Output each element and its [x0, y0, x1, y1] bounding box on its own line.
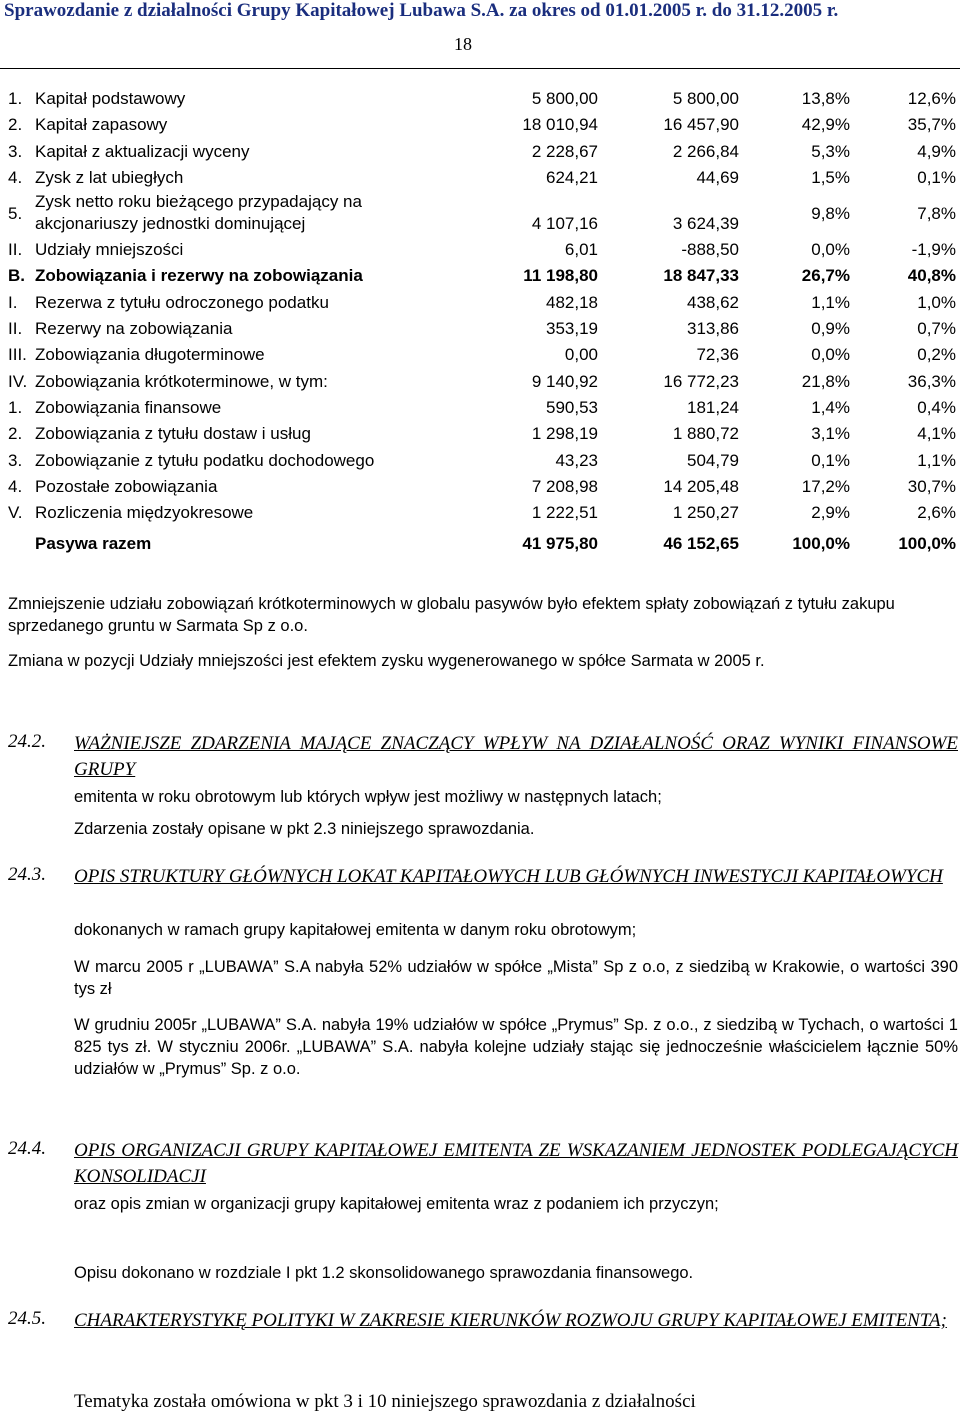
table-row — [0, 316, 960, 342]
value-2005: 2 266,84 — [672, 141, 739, 161]
share-2004: 3,1% — [811, 424, 850, 444]
table-row — [0, 263, 960, 289]
table-row — [0, 500, 960, 526]
share-2005: 4,1% — [917, 424, 956, 444]
note-paragraph: Zmiana w pozycji Udziały mniejszości jest efektem zysku wygenerowanego w spółce Sarmata w 2005 r. — [8, 652, 765, 670]
row-label — [35, 191, 362, 235]
row-label: Zobowiązania z tytułu dostaw i usług — [35, 424, 311, 444]
row-number: I. — [8, 292, 18, 312]
section-title-text: OPIS ORGANIZACJI GRUPY KAPITAŁOWEJ EMITENTA ZE WSKAZANIEM JEDNOSTEK PODLEGAJĄCYCH KONSOLIDACJI — [74, 1140, 958, 1187]
row-number: 2. — [8, 424, 23, 444]
section-text: Zdarzenia zostały opisane w pkt 2.3 niniejszego sprawozdania. — [74, 820, 535, 838]
share-2005: 12,6% — [907, 89, 956, 108]
share-2005: 35,7% — [907, 115, 956, 135]
row-number: 1. — [8, 89, 23, 108]
page-number: 18 — [454, 34, 472, 54]
share-2005: 100,0% — [898, 534, 956, 554]
row-label: Rozliczenia międzyokresowe — [35, 503, 254, 523]
row-label-line-2: akcjonariuszy jednostki dominującej — [35, 214, 306, 234]
section-number: 24.4. — [8, 1138, 46, 1159]
value-2004: 0,00 — [564, 345, 598, 365]
share-2005: 0,1% — [917, 167, 956, 187]
share-2005: 1,0% — [917, 292, 956, 312]
section-title — [74, 1308, 958, 1334]
section-subtitle: emitenta w roku obrotowym lub których wpływ jest możliwy w następnych latach; — [74, 788, 662, 806]
share-2004: 42,9% — [801, 115, 850, 135]
table-row — [0, 342, 960, 368]
row-number: II. — [8, 240, 23, 260]
value-2004: 5 800,00 — [531, 89, 598, 108]
section-text: W grudniu 2005r „LUBAWA” S.A. nabyła 19% udziałów w spółce „Prymus” Sp. z o.o., z siedzibą w Tychach, o wartości 1 825 tys zł. W styczniu 2006r. „LUBAWA” S.A. nabyła kolejne udziały stając się jednocześnie właścicielem łącznie 50% udziałów w „Prymus” Sp. z o.o. — [74, 1016, 958, 1078]
value-2005: 438,62 — [687, 292, 739, 312]
value-2005: 46 152,65 — [663, 534, 739, 554]
table-row — [0, 112, 960, 138]
value-2004: 4 107,16 — [531, 214, 598, 234]
section-text: W marcu 2005 r „LUBAWA” S.A nabyła 52% udziałów w spółce „Mista” Sp z o.o, z siedzibą w Krakowie, o wartości 390 tys zł — [74, 958, 958, 998]
share-2004: 13,8% — [801, 89, 850, 108]
section-title — [74, 864, 958, 890]
table-row — [0, 191, 960, 237]
table-row — [0, 421, 960, 447]
share-2005: 0,7% — [917, 319, 956, 339]
share-2004: 26,7% — [801, 266, 850, 286]
value-2004: 41 975,80 — [522, 534, 598, 554]
share-2004: 1,4% — [811, 397, 850, 417]
section-number: 24.5. — [8, 1308, 46, 1329]
value-2005: 5 800,00 — [672, 89, 739, 108]
table-row — [0, 369, 960, 395]
value-2004: 11 198,80 — [523, 266, 598, 286]
value-2005: 313,86 — [687, 319, 739, 339]
section-title — [74, 731, 958, 783]
row-label: Zysk z lat ubiegłych — [35, 167, 184, 187]
section-title-text: WAŻNIEJSZE ZDARZENIA MAJĄCE ZNACZĄCY WPŁYW NA DZIAŁALNOŚĆ ORAZ WYNIKI FINANSOWE GRUPY — [74, 733, 958, 780]
row-number: 2. — [8, 115, 23, 135]
row-number: 4. — [8, 476, 23, 496]
share-2004: 0,0% — [811, 345, 850, 365]
section-subtitle: dokonanych w ramach grupy kapitałowej emitenta w danym roku obrotowym; — [74, 921, 637, 939]
row-label: Kapitał z aktualizacji wyceny — [35, 141, 250, 161]
row-label: Udziały mniejszości — [35, 240, 184, 260]
table-total-row — [0, 526, 960, 558]
row-label-line-1: Zysk netto roku bieżącego przypadający na — [35, 192, 362, 212]
row-number: 1. — [8, 397, 23, 417]
row-label: Kapitał podstawowy — [35, 89, 186, 108]
share-2005: 30,7% — [907, 476, 956, 496]
row-label: Rezerwy na zobowiązania — [35, 319, 233, 339]
balance-sheet-table — [0, 86, 960, 558]
row-number: II. — [8, 319, 23, 339]
table-row — [0, 448, 960, 474]
value-2005: 16 772,23 — [663, 371, 739, 391]
share-2004: 1,1% — [811, 292, 850, 312]
section-subtitle: oraz opis zmian w organizacji grupy kapitałowej emitenta wraz z podaniem ich przyczyn; — [74, 1195, 719, 1213]
value-2004: 7 208,98 — [531, 476, 598, 496]
share-2005: 40,8% — [907, 266, 956, 286]
share-2005: 1,1% — [917, 450, 956, 470]
row-number: B. — [8, 266, 25, 286]
share-2005: 36,3% — [907, 371, 956, 391]
row-number: III. — [8, 345, 27, 365]
table-row — [0, 139, 960, 165]
row-number: IV. — [8, 371, 28, 391]
section-title-text: CHARAKTERYSTYKĘ POLITYKI W ZAKRESIE KIERUNKÓW ROZWOJU GRUPY KAPITAŁOWEJ EMITENTA; — [74, 1310, 947, 1331]
section-title — [74, 1138, 958, 1190]
row-label: Pozostałe zobowiązania — [35, 476, 218, 496]
value-2004: 9 140,92 — [531, 371, 598, 391]
row-label: Pasywa razem — [35, 534, 152, 554]
value-2004: 18 010,94 — [522, 115, 598, 135]
table-row — [0, 86, 960, 112]
section-text: Opisu dokonano w rozdziale I pkt 1.2 skonsolidowanego sprawozdania finansowego. — [74, 1264, 694, 1282]
row-label: Zobowiązanie z tytułu podatku dochodowego — [35, 450, 375, 470]
share-2004: 1,5% — [811, 167, 850, 187]
share-2004: 2,9% — [811, 503, 850, 523]
value-2005: 14 205,48 — [663, 476, 739, 496]
note-paragraph: Zmniejszenie udziału zobowiązań krótkoterminowych w globalu pasywów było efektem spłaty zobowiązań z tytułu zakupu sprzedanego gruntu w Sarmata Sp z o.o. — [8, 595, 895, 635]
share-2005: 4,9% — [917, 141, 956, 161]
share-2005: 7,8% — [917, 204, 956, 224]
header-divider — [0, 68, 960, 69]
value-2005: 3 624,39 — [672, 214, 739, 234]
value-2004: 43,23 — [555, 450, 598, 470]
share-2005: -1,9% — [911, 240, 956, 260]
section-title-text: OPIS STRUKTURY GŁÓWNYCH LOKAT KAPITAŁOWYCH LUB GŁÓWNYCH INWESTYCJI KAPITAŁOWYCH — [74, 866, 943, 887]
value-2004: 1 222,51 — [531, 503, 598, 523]
table-row — [0, 395, 960, 421]
table-row — [0, 165, 960, 191]
row-number: 3. — [8, 141, 23, 161]
section-number: 24.2. — [8, 731, 46, 752]
value-2005: 1 880,72 — [672, 424, 739, 444]
share-2004: 9,8% — [811, 204, 850, 224]
value-2004: 6,01 — [564, 240, 598, 260]
value-2005: 18 847,33 — [663, 266, 739, 286]
share-2004: 5,3% — [811, 141, 850, 161]
row-number: 5. — [8, 204, 23, 224]
table-row — [0, 474, 960, 500]
row-number: V. — [8, 503, 23, 523]
row-number: 4. — [8, 167, 23, 187]
row-label: Zobowiązania finansowe — [35, 397, 222, 417]
share-2004: 100,0% — [792, 534, 850, 554]
value-2004: 353,19 — [546, 319, 598, 339]
value-2005: 504,79 — [687, 450, 739, 470]
row-label: Zobowiązania krótkoterminowe, w tym: — [35, 371, 328, 391]
share-2005: 0,2% — [917, 345, 956, 365]
value-2004: 482,18 — [546, 292, 598, 312]
share-2004: 21,8% — [801, 371, 850, 391]
value-2004: 624,21 — [546, 167, 598, 187]
value-2005: 72,36 — [696, 345, 739, 365]
value-2004: 1 298,19 — [531, 424, 598, 444]
document-header-title: Sprawozdanie z działalności Grupy Kapitałowej Lubawa S.A. za okres od 01.01.2005 r. do 31.12.2005 r. — [4, 0, 839, 21]
row-label: Rezerwa z tytułu odroczonego podatku — [35, 292, 329, 312]
value-2005: 44,69 — [696, 167, 739, 187]
section-text: Tematyka została omówiona w pkt 3 i 10 niniejszego sprawozdania z działalności — [74, 1391, 696, 1412]
share-2004: 0,9% — [811, 319, 850, 339]
value-2004: 590,53 — [546, 397, 598, 417]
row-label: Zobowiązania długoterminowe — [35, 345, 265, 365]
share-2005: 2,6% — [917, 503, 956, 523]
value-2005: 16 457,90 — [663, 115, 739, 135]
table-row — [0, 237, 960, 263]
share-2004: 0,1% — [811, 450, 850, 470]
share-2004: 17,2% — [801, 476, 850, 496]
value-2005: 181,24 — [687, 397, 739, 417]
value-2005: -888,50 — [681, 240, 739, 260]
share-2005: 0,4% — [917, 397, 956, 417]
table-row — [0, 290, 960, 316]
value-2004: 2 228,67 — [531, 141, 598, 161]
share-2004: 0,0% — [811, 240, 850, 260]
row-label: Zobowiązania i rezerwy na zobowiązania — [35, 266, 363, 286]
value-2005: 1 250,27 — [672, 503, 739, 523]
row-label: Kapitał zapasowy — [35, 115, 168, 135]
section-number: 24.3. — [8, 864, 46, 885]
row-number: 3. — [8, 450, 23, 470]
